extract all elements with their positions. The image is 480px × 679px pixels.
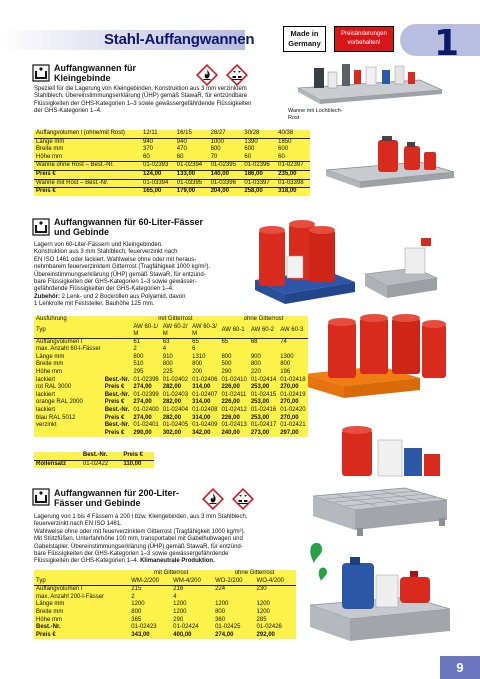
- table-cell: 1200: [215, 601, 229, 608]
- table-row: [34, 594, 296, 602]
- table-cell: [213, 594, 254, 602]
- description-line: Gabelstapler. Übereinstimmungserklärung (ÜHP) gemäß StawaR, für entzünd-: [34, 543, 243, 550]
- table-cell: WM-4/200: [173, 577, 201, 584]
- table-cell: 600: [244, 146, 255, 153]
- table-cell: [255, 594, 296, 602]
- table-cell: 60: [242, 154, 276, 162]
- row-label: Länge mm: [36, 601, 65, 608]
- table-cell: 01-03395: [175, 179, 209, 188]
- row-label: Breite mm: [36, 146, 64, 153]
- table-cell: 297,00: [280, 429, 299, 436]
- table-cell: 1200: [131, 601, 145, 608]
- table-cell: 01-02396: [242, 162, 276, 171]
- table-cell: 274,00: [133, 384, 152, 391]
- table-cell: 01-02409: [192, 422, 218, 429]
- group-with-grid: mit Gitterrost: [154, 570, 189, 576]
- table-cell: 282,00: [162, 414, 182, 421]
- table-cell: 314,00: [192, 384, 211, 391]
- table-cell: 01-02398: [133, 376, 159, 383]
- row-sublabel: Preis €: [104, 414, 125, 421]
- table-cell: 133,00: [175, 170, 209, 179]
- table-cell: 292,00: [256, 631, 275, 638]
- table-cell: 220: [250, 368, 261, 375]
- table-row: [34, 170, 310, 179]
- table-cell: 290: [221, 368, 232, 375]
- description-line: gefährdende Flüssigkeiten der GHS-Kategorien 1–4.: [34, 286, 174, 293]
- table-cell: 253,00: [250, 384, 270, 391]
- table-row: [34, 154, 310, 162]
- description-line-last: [34, 558, 284, 565]
- table-cell: 4: [162, 346, 167, 353]
- table-row: [34, 179, 310, 188]
- table-row: [34, 346, 308, 354]
- table-cell: AW 60-2/ M: [162, 323, 188, 337]
- table-cell: 01-02407: [192, 391, 218, 398]
- table-cell: AW 60-2: [250, 327, 274, 334]
- row-label: Höhe mm: [36, 368, 63, 375]
- table-row: [34, 422, 308, 430]
- table-cell: 01-02419: [280, 391, 306, 398]
- table-cell: 240,00: [221, 429, 240, 436]
- table-cell: 204,00: [210, 188, 229, 195]
- table-cell: 28/27: [209, 130, 243, 138]
- table-cell: 60: [276, 154, 310, 162]
- table-cell: AW 60-1: [221, 327, 245, 334]
- table-cell: 940: [142, 138, 153, 145]
- drip-tray-icon: [32, 218, 50, 236]
- table-cell: 01-03398: [276, 179, 310, 188]
- table-cell: 01-02397: [276, 162, 310, 171]
- table-cell: 342,00: [192, 429, 211, 436]
- row-sublabel: Best.-Nr.: [104, 406, 130, 413]
- table-cell: 290,00: [133, 429, 152, 436]
- group-header-row: [34, 570, 296, 578]
- table-cell: 4: [173, 593, 177, 600]
- row-label: Länge mm: [36, 138, 65, 145]
- accessory-label: Zubehör:: [34, 293, 60, 300]
- drip-tray-icon: [32, 488, 50, 506]
- group-with-grid: mit Gitterrost: [158, 316, 193, 322]
- group-without-grid: ohne Gitterrost: [243, 316, 284, 322]
- table-cell: 01-03397: [242, 179, 276, 188]
- rollensatz-table: [34, 452, 154, 468]
- table-cell: WO-4/200: [256, 577, 284, 584]
- table-cell: 253,00: [250, 414, 270, 421]
- row-sublabel: Preis €: [104, 429, 125, 436]
- table-cell: 16/15: [175, 130, 209, 138]
- description-line: bare Flüssigkeiten der GHS-Kategorien 1–3 sowie gewässergefährdende: [34, 551, 229, 558]
- green-footprint: [310, 543, 322, 563]
- row-label: rot RAL 3000: [36, 384, 72, 391]
- table-cell: 65: [192, 338, 199, 345]
- description-line: Wahlweise ohne oder mit feuerverzinktem Gitterrost (Tragfähigkeit 1000 kg/m²).: [34, 528, 246, 535]
- table-row: [34, 624, 296, 632]
- row-label: max. Anzahl 200-l-Fässer: [36, 593, 105, 600]
- row-label: lackiert: [36, 376, 56, 383]
- row-label: max. Anzahl 60-l-Fässer: [36, 346, 101, 353]
- table-cell: 226,00: [221, 399, 240, 406]
- table-row: [34, 361, 308, 369]
- section2-description: [34, 242, 264, 309]
- table-cell: 940: [176, 138, 187, 145]
- table-cell: 274,00: [215, 631, 234, 638]
- table-cell: 140,00: [209, 170, 243, 179]
- table-cell: 270,00: [280, 384, 299, 391]
- table-row: [34, 130, 310, 138]
- table-row: [34, 324, 308, 339]
- table-cell: 01-02411: [221, 391, 247, 398]
- accessory-line-2: 1 Lenkrolle mit Feststeller, Bauhöhe 125 mm.: [34, 301, 155, 308]
- table-cell: 235,00: [276, 170, 310, 179]
- table-cell: 224: [215, 586, 226, 593]
- table-row: [34, 162, 310, 171]
- table-cell: [278, 346, 307, 354]
- table-cell: WM-2/200: [131, 577, 159, 584]
- row-label: Auffangvolumen l: [36, 586, 83, 593]
- table-cell: AW 60-3/ M: [192, 323, 217, 337]
- row-label: Höhe mm: [34, 154, 141, 162]
- row-label: verzinkt: [36, 422, 57, 429]
- accessory-line: [34, 294, 264, 301]
- table-cell: 6: [192, 346, 196, 353]
- table-cell: 01-02420: [280, 406, 306, 413]
- table-cell: 124,00: [141, 170, 175, 179]
- table-cell: 285: [256, 616, 267, 623]
- table-cell: WO-2/200: [215, 577, 243, 584]
- table-cell: 800: [131, 608, 142, 615]
- table-cell: 290: [173, 616, 184, 623]
- row-label: Typ: [36, 577, 46, 584]
- row-label: [34, 430, 103, 438]
- table-cell: 800: [162, 361, 173, 368]
- description-line: feuerverzinkt nach EN ISO 1461.: [34, 521, 122, 528]
- row-sublabel: [103, 346, 132, 354]
- table-cell: [249, 346, 278, 354]
- flame-icon: [196, 64, 218, 86]
- table-cell: 196: [280, 368, 291, 375]
- table-cell: 800: [133, 353, 144, 360]
- description-line: bare Flüssigkeiten der GHS-Kategorien 1–3 sowie gewässer-: [34, 279, 197, 286]
- table-row: [34, 377, 308, 385]
- table-cell: 65: [221, 338, 229, 345]
- table-cell: 30/28: [242, 130, 276, 138]
- table-cell: 01-02394: [175, 162, 209, 171]
- table-cell: 01-02416: [250, 406, 277, 413]
- row-sublabel: [103, 361, 132, 369]
- table-cell: 01-03394: [141, 179, 175, 188]
- row-label: Wanne ohne Rost – Best.-Nr.: [34, 162, 141, 171]
- row-sublabel: [103, 369, 132, 377]
- accessory-text: 2 Lenk- und 2 Bockrollen aus Polyamid, davon: [61, 293, 186, 300]
- table-cell: 1390: [244, 138, 258, 145]
- table-cell: 800: [215, 608, 226, 615]
- photo-caption: Wanne mit Lochblech-Rost: [288, 108, 343, 121]
- table-cell: 01-02412: [221, 406, 247, 413]
- table-row: [34, 609, 296, 617]
- drum-cans-photo: [338, 400, 448, 480]
- table-cell: 1200: [173, 601, 187, 608]
- table-cell: 270,00: [280, 414, 299, 421]
- rollensatz-bestnr: 01-02422: [82, 460, 109, 467]
- row-sublabel: Preis €: [104, 384, 125, 391]
- empty-cell: [34, 452, 81, 460]
- section1-description: Speziell für die Lagerung von Kleingebinden. Konstruktion aus 3 mm verzinktem Stahlblech. Übereinstimmungserklärung (ÜHP) gemäß StawaR, für entzündbare Flüssigkeiten der GHS-Kategorien 1–3 sowie gewässergefährdende Flüssigkeiten der GHS-Kategorien 1–4.: [34, 86, 252, 115]
- row-label: Preis €: [36, 631, 56, 638]
- table-cell: 01-02425: [215, 624, 241, 631]
- rollensatz-label: Rollensatz: [36, 460, 67, 467]
- table-cell: 1200: [173, 608, 187, 615]
- table-row: [34, 617, 296, 625]
- table-row: [34, 399, 308, 407]
- table-cell: 01-02408: [192, 406, 218, 413]
- row-label: Preis €: [36, 188, 56, 195]
- table-cell: 01-02413: [221, 422, 247, 429]
- rollensatz-preis: 110,00: [123, 460, 142, 467]
- table-cell: 226,00: [221, 384, 240, 391]
- table-row: [34, 415, 308, 423]
- corrosion-icon: [232, 488, 254, 510]
- table-cell: 63: [162, 338, 170, 345]
- table-cell: 01-02400: [133, 406, 159, 413]
- table-cell: 295: [133, 368, 144, 375]
- price-note-badge: Preisänderungen vorbehalten!: [334, 26, 394, 52]
- table-cell: AW 60-1/ M: [133, 323, 159, 337]
- chapter-tab: [400, 23, 480, 64]
- table-cell: 12/11: [141, 130, 175, 138]
- table-cell: 01-02395: [209, 162, 243, 171]
- table-cell: 400,00: [173, 631, 192, 638]
- row-label: Wanne mit Rost – Best.-Nr.: [34, 179, 141, 188]
- row-sublabel: Preis €: [104, 399, 125, 406]
- table-cell: 600: [278, 146, 289, 153]
- table-cell: 60: [141, 154, 175, 162]
- row-label: blau RAL 5012: [36, 414, 76, 421]
- table-cell: 226,00: [221, 414, 240, 421]
- description-line: EN ISO 1461 oder lackiert. Wahlweise ohne oder mit heraus-: [34, 256, 197, 263]
- row-label: Best.-Nr.: [36, 624, 61, 631]
- table-cell: 318,00: [278, 188, 297, 195]
- table-cell: 01-02403: [162, 391, 189, 398]
- table-cell: 01-02417: [250, 422, 277, 429]
- table-cell: 1200: [256, 608, 270, 615]
- table-cell: 165,00: [142, 188, 162, 195]
- table-cell: 500: [221, 361, 232, 368]
- table-row: [34, 354, 308, 362]
- table-cell: 01-02423: [131, 624, 157, 631]
- row-sublabel: [103, 354, 132, 362]
- tray-with-cans-photo: [320, 132, 460, 192]
- table-cell: 800: [192, 361, 203, 368]
- 200l-grid-tray-photo: [305, 470, 455, 540]
- table-cell: 253,00: [250, 399, 270, 406]
- made-in-germany-badge: Made in Germany: [283, 26, 326, 52]
- table-cell: 01-02393: [141, 162, 175, 171]
- description-line: Lagerung von 1 bis 4 Fässern à 200 l bzw. Kleingebinden, aus 3 mm Stahlblech,: [34, 514, 248, 520]
- table-row: [34, 601, 296, 609]
- row-label: Typ: [36, 326, 46, 333]
- section3-description: [34, 514, 284, 566]
- table-cell: 200: [192, 368, 203, 375]
- preis-header: Preis €: [121, 452, 154, 460]
- table-cell: 1310: [192, 353, 206, 360]
- climate-note: Klimaneutrale Produktion.: [140, 558, 215, 565]
- table-cell: 360: [215, 616, 226, 623]
- table-cell: 01-02402: [162, 376, 189, 383]
- table-cell: 343,00: [131, 631, 150, 638]
- table-cell: [219, 346, 248, 354]
- table-cell: 910: [162, 353, 173, 360]
- row-label: lackiert: [36, 391, 56, 398]
- description-text: Flüssigkeiten der GHS-Kategorien 1–4.: [34, 558, 139, 565]
- table-cell: 01-02414: [250, 376, 277, 383]
- table-row: [34, 632, 296, 640]
- table-cell: 60: [175, 154, 209, 162]
- table-cell: 01-03396: [209, 179, 243, 188]
- row-label: Länge mm: [36, 353, 65, 360]
- row-label: Höhe mm: [36, 616, 63, 623]
- description-line: Konstruktion aus 3 mm Stahlblech, feuerverzinkt nach: [34, 249, 178, 256]
- table-cell: 510: [133, 361, 144, 368]
- table-cell: 600: [210, 146, 221, 153]
- row-sublabel: Best.-Nr.: [104, 376, 130, 383]
- row-sublabel: [103, 324, 132, 339]
- table-row: [34, 146, 310, 154]
- row-sublabel: Best.-Nr.: [104, 391, 130, 398]
- row-sublabel: Best.-Nr.: [104, 422, 130, 429]
- section1-title: Auffangwannen für Kleingebinde: [54, 63, 136, 83]
- page-title: Stahl-Auffangwannen: [104, 31, 255, 48]
- table-cell: 215: [131, 586, 142, 593]
- table-cell: 1850: [278, 138, 292, 145]
- table-cell: 01-02424: [173, 624, 199, 631]
- table-cell: 900: [250, 353, 261, 360]
- table-cell: 800: [280, 361, 291, 368]
- page-header: [0, 0, 480, 64]
- ausfuehrung-label: Ausführung: [36, 316, 67, 322]
- row-label: Auffangvolumen l (ohne/mit Rost): [34, 130, 141, 138]
- table-cell: 186,00: [242, 170, 276, 179]
- row-label: Breite mm: [36, 361, 64, 368]
- description-line: Lagern von 60-Liter-Fässern und Kleingebinden.: [34, 242, 163, 248]
- table-row: [34, 392, 308, 400]
- table-cell: 40/38: [276, 130, 310, 138]
- description-line: nehmbarem feuerverzinktem Gitterrost (Tragfähigkeit 1000 kg/m²).: [34, 264, 211, 271]
- table-row: [34, 407, 308, 415]
- empty-cell: [34, 570, 129, 578]
- table-cell: 230: [256, 586, 267, 593]
- table-row: [34, 369, 308, 377]
- table-row: [34, 384, 308, 392]
- section2-title: Auffangwannen für 60-Liter-Fässer und Gebinde: [54, 217, 204, 237]
- table-cell: 1300: [280, 353, 294, 360]
- table-cell: 01-02405: [162, 422, 189, 429]
- table-row: [34, 188, 310, 196]
- table-cell: 68: [250, 338, 258, 345]
- flame-icon: [202, 488, 224, 510]
- table-cell: 274,00: [133, 414, 152, 421]
- table-cell: 01-02421: [280, 422, 306, 429]
- table-cell: 01-02401: [133, 422, 159, 429]
- table-cell: 01-02426: [256, 624, 282, 631]
- description-line: Übereinstimmungserklärung (ÜHP) gemäß StawaR, für entzünd-: [34, 271, 206, 278]
- row-label: orange RAL 2000: [36, 399, 83, 406]
- section2-table: [34, 316, 308, 437]
- bestnr-header: Best.-Nr.: [81, 452, 121, 460]
- table-cell: 800: [221, 353, 232, 360]
- table-cell: 314,00: [192, 414, 211, 421]
- table-cell: 01-02418: [280, 376, 306, 383]
- row-sublabel: [103, 338, 132, 346]
- table-cell: 370: [142, 146, 153, 153]
- table-cell: 302,00: [162, 429, 182, 436]
- table-cell: 225: [162, 368, 173, 375]
- table-row: [34, 578, 296, 586]
- table-cell: 61: [133, 338, 141, 345]
- table-cell: 179,00: [176, 188, 196, 195]
- table-cell: 70: [209, 154, 243, 162]
- section3-table: [34, 570, 296, 639]
- 200l-tray-cans-photo: [300, 535, 460, 645]
- table-row: [34, 586, 296, 594]
- table-cell: 01-02404: [162, 406, 189, 413]
- table-cell: 282,00: [162, 399, 182, 406]
- table-cell: 1000: [210, 138, 224, 145]
- table-cell: 01-02415: [250, 391, 277, 398]
- group-without-grid: ohne Gitterrost: [234, 570, 275, 576]
- table-cell: 273,00: [250, 429, 270, 436]
- table-cell: 470: [176, 146, 187, 153]
- small-container-tray-photo: [290, 58, 450, 108]
- table-cell: 1200: [256, 601, 270, 608]
- drum-trays-orange-photo: [300, 310, 450, 400]
- row-label: Auffangvolumen l: [36, 338, 83, 345]
- table-cell: 01-02406: [192, 376, 218, 383]
- row-label: Breite mm: [36, 608, 64, 615]
- table-cell: 2: [133, 346, 137, 353]
- row-label: lackiert: [36, 406, 56, 413]
- table-cell: 216: [173, 586, 184, 593]
- table-cell: 270,00: [280, 399, 299, 406]
- table-cell: AW 60-3: [280, 327, 304, 334]
- 60l-drum-tray-photo: [245, 210, 445, 310]
- table-cell: 800: [250, 361, 261, 368]
- table-cell: 74: [280, 338, 287, 345]
- drip-tray-icon: [32, 64, 50, 82]
- table-cell: 314,00: [192, 399, 211, 406]
- table-cell: 01-02399: [133, 391, 159, 398]
- corrosion-icon: [226, 64, 248, 86]
- table-cell: 258,00: [244, 188, 263, 195]
- table-cell: 01-02410: [221, 376, 247, 383]
- row-label: Preis €: [34, 170, 141, 179]
- table-cell: 2: [131, 593, 135, 600]
- description-line: Mit Stützfüßen, Unterfahrhöhe 100 mm, transportabel mit Gabelhubwagen und: [34, 536, 243, 543]
- table-cell: 365: [131, 616, 142, 623]
- table-cell: 282,00: [162, 384, 182, 391]
- table-cell: 274,00: [133, 399, 152, 406]
- group-header-row: [34, 316, 308, 324]
- section1-table: [34, 130, 310, 196]
- section3-title: Auffangwannen für 200-Liter-Fässer und Gebinde: [54, 488, 180, 508]
- table-row: [34, 138, 310, 146]
- page-number: 9: [440, 656, 480, 679]
- chapter-number: 1: [434, 23, 460, 64]
- table-row: [34, 430, 308, 438]
- table-row: [34, 338, 308, 346]
